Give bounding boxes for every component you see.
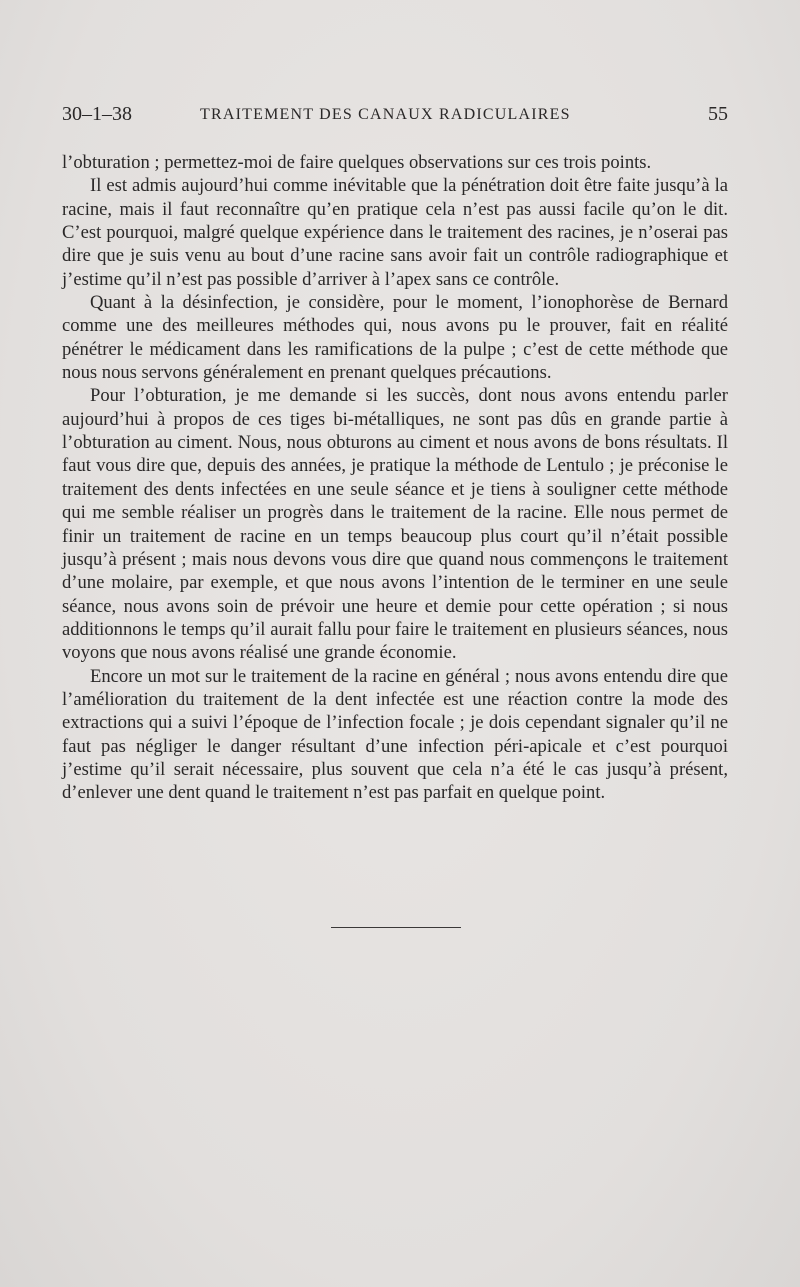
page-number: 55 (708, 103, 728, 125)
header-date: 30–1–38 (62, 103, 132, 125)
paragraph-obturation: Pour l’obturation, je me demande si les succès, dont nous avons entendu parler aujourd’hui à propos de ces tiges bi-métalliques, ne sont pas dûs en grande partie à l’obturation au ciment. Nous, nous obturons au ciment et nous avons de bons résultats. Il faut vous dire que, depuis des années, je pratique la méthode de Lentulo ; je préconise le traitement des dents infectées en une seule séance et je tiens à souligner cette méthode qui me semble réaliser un progrès dans le traitement de la racine. Elle nous permet de finir un traitement de racine en un temps beaucoup plus court qu’il n’était possible jusqu’à présent ; mais nous devons vous dire que quand nous commençons le traitement d’une molaire, par exemple, et que nous avons l’intention de le terminer en une seule séance, nous avons soin de prévoir une heure et demie pour cette opération ; si nous additionnons le temps qu’il aurait fallu pour faire le traitement en plusieurs séances, nous voyons que nous avons réalisé une grande économie. (62, 385, 728, 664)
running-header (62, 103, 728, 133)
section-divider (331, 927, 461, 928)
paragraph-conclusion: Encore un mot sur le traitement de la racine en général ; nous avons entendu dire que l’amélioration du traitement de la dent infectée est une réaction contre la mode des extractions qui a suivi l’époque de l’infection focale ; je dois cependant signaler qu’il ne faut pas négliger le danger résultant d’une infection péri-apicale et c’est pourquoi j’estime qu’il serait nécessaire, plus souvent que cela n’a été le cas jusqu’à présent, d’enlever une dent quand le traitement n’est pas parfait en quelque point. (62, 665, 728, 804)
paragraph-disinfection: Quant à la désinfection, je considère, pour le moment, l’ionophorèse de Bernard comme une des meilleures méthodes qui, nous avons pu le prouver, fait en réalité pénétrer le médicament dans les ramifications de la pulpe ; c’est de cette méthode que nous nous servons généralement en prenant quelques précautions. (62, 292, 728, 384)
paragraph-continuation: l’obturation ; permettez-moi de faire quelques observations sur ces trois points. (62, 152, 652, 173)
paragraph-penetration: Il est admis aujourd’hui comme inévitable que la pénétration doit être faite jusqu’à la racine, mais il faut reconnaître qu’en pratique cela n’est pas aussi facile qu’on le dit. C’est pourquoi, malgré quelque expérience dans le traitement des racines, je n’oserai pas dire que je suis venu au bout d’une racine sans avoir fait un contrôle radiographique et j’estime qu’il n’est pas possible d’arriver à l’apex sans ce contrôle. (62, 175, 728, 290)
body-text (62, 151, 728, 805)
header-title: TRAITEMENT DES CANAUX RADICULAIRES (200, 106, 571, 123)
